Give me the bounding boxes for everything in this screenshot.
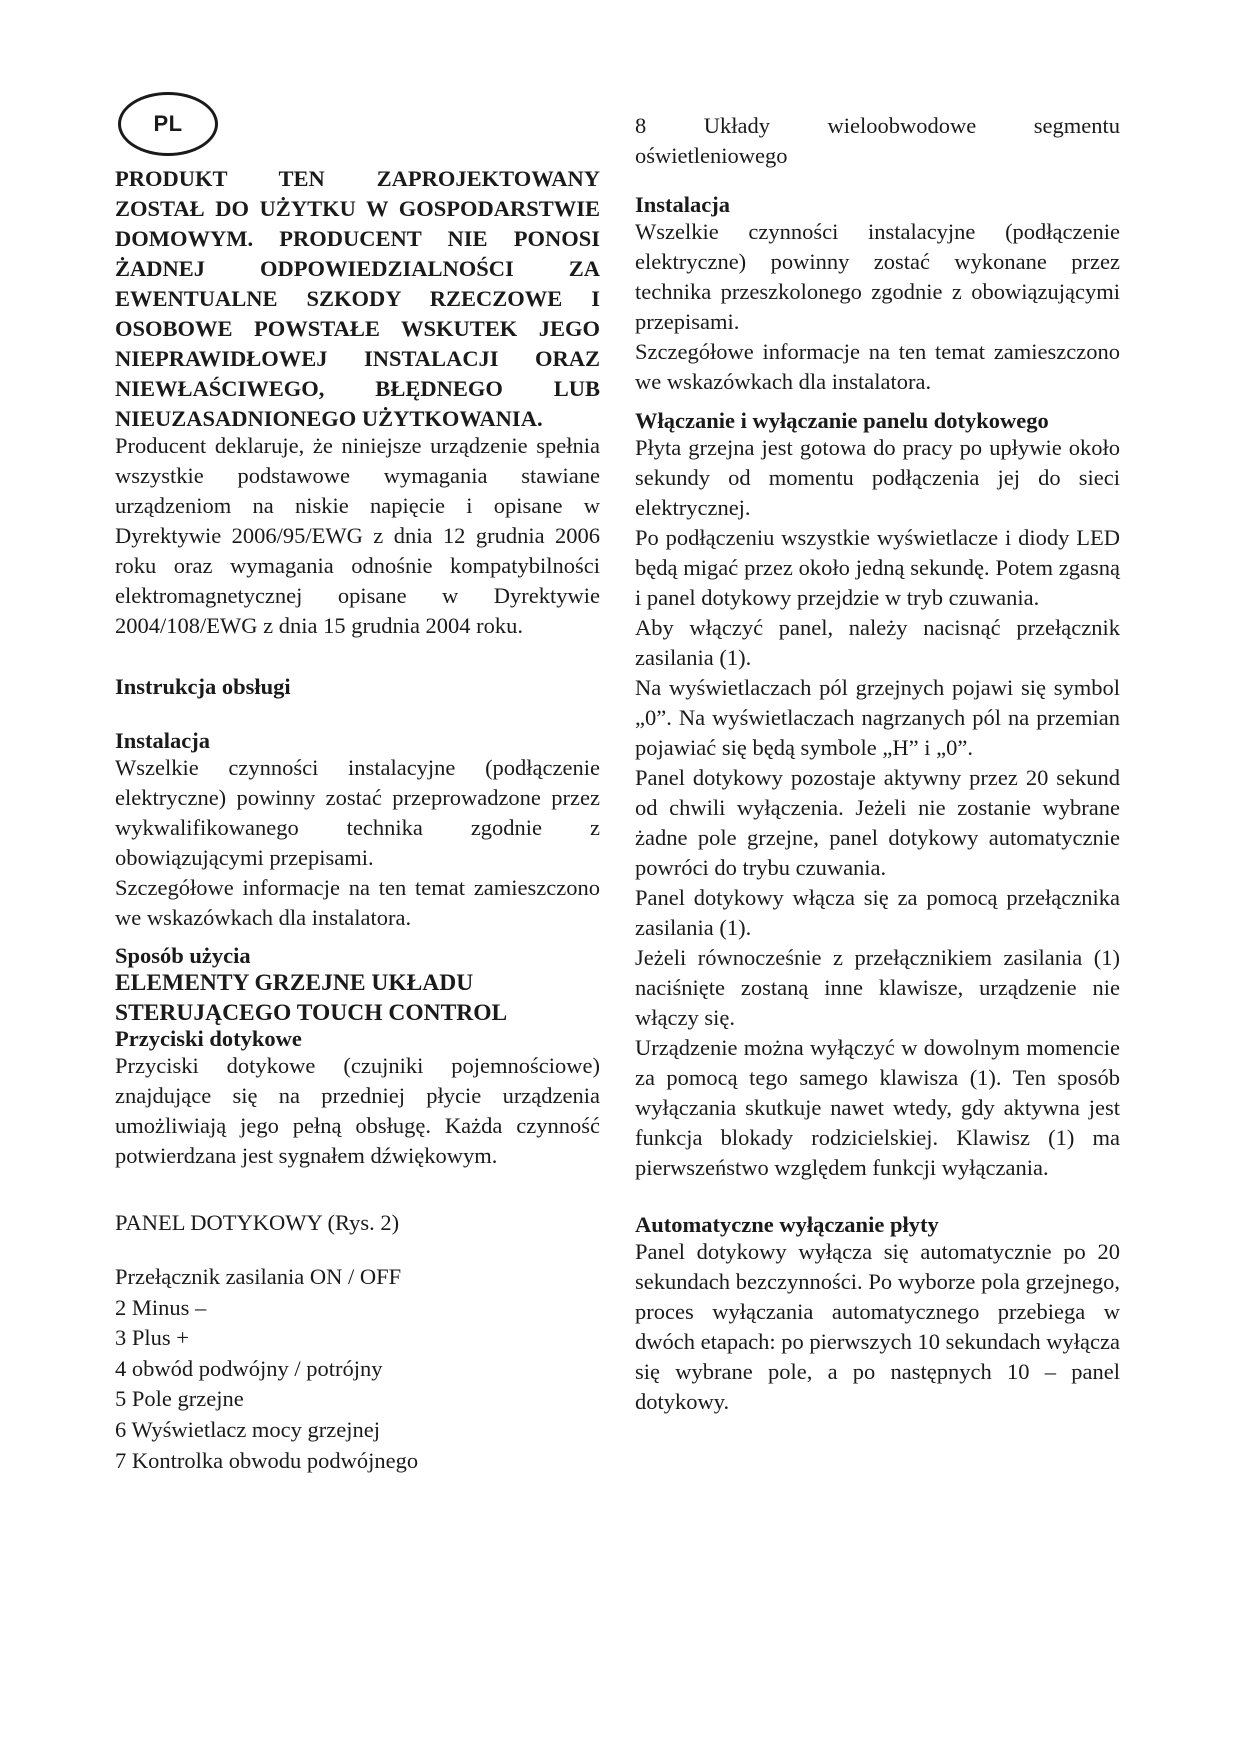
language-badge — [118, 92, 218, 156]
language-code: PL — [153, 111, 183, 136]
list-item: 6 Wyświetlacz mocy grzejnej — [115, 1416, 381, 1442]
onoff-section — [635, 433, 1120, 1183]
installation-text: Wszelkie czynności instalacyjne (podłączenie elektryczne) powinny zostać przeprowadzone przez wykwalifikowanego technika zgodnie z obowiązującymi przepisami. — [115, 755, 600, 870]
onoff-paragraph: Aby włączyć panel, należy nacisnąć przełącznik zasilania (1). — [635, 615, 1120, 670]
list-item: 2 Minus – — [115, 1294, 207, 1320]
installation-text: Wszelkie czynności instalacyjne (podłączenie elektryczne) powinny zostać wykonane przez technika przeszkolonego zgodnie z obowiązującymi przepisami. — [635, 219, 1120, 334]
onoff-paragraph: Na wyświetlaczach pól grzejnych pojawi się symbol „0”. Na wyświetlaczach nagrzanych pól na przemian pojawiać się będą symbole „H” i „0”. — [635, 675, 1120, 760]
list-item: 7 Kontrolka obwodu podwójnego — [115, 1447, 419, 1473]
list-item: 4 obwód podwójny / potrójny — [115, 1355, 383, 1381]
warning-text: PRODUKT TEN ZAPROJEKTOWANY ZOSTAŁ DO UŻYTKU W GOSPODARSTWIE DOMOWYM. PRODUCENT NIE PONOSI ŻADNEJ ODPOWIEDZIALNOŚCI ZA EWENTUALNE SZKODY RZECZOWE I OSOBOWE POWSTAŁE WSKUTEK JEGO NIEPRAWIDŁOWEJ INSTALACJI ORAZ NIEWŁAŚCIWEGO, BŁĘDNEGO LUB NIEUZASADNIONEGO UŻYTKOWANIA. — [115, 166, 600, 431]
list-item: 3 Plus + — [115, 1325, 189, 1351]
auto-off-text: Panel dotykowy wyłącza się automatycznie po 20 sekundach bezczynności. Po wyborze pola grzejnego, proces wyłączania automatycznego przebiega w dwóch etapach: po pierwszych 10 sekundach wyłącza się wybrane pole, a po następnych 10 – panel dotykowy. — [635, 1239, 1120, 1414]
installation-details: Szczegółowe informacje na ten temat zamieszczono we wskazówkach dla instalatora. — [635, 339, 1120, 394]
onoff-paragraph: Urządzenie można wyłączyć w dowolnym momencie za pomocą tego samego klawisza (1). Ten sposób wyłączania skutkuje nawet wtedy, gdy aktywna jest funkcja blokady rodzicielskiej. Klawisz (1) ma pierwszeństwo względem funkcji wyłączania. — [635, 1035, 1120, 1180]
declaration-text: Producent deklaruje, że niniejsze urządzenie spełnia wszystkie podstawowe wymagania stawiane urządzeniom na niskie napięcie i opisane w Dyrektywie 2006/95/EWG z dnia 12 grudnia 2006 roku oraz wymagania odnośnie kompatybilności elektromagnetycznej opisane w Dyrektywie 2004/108/EWG z dnia 15 grudnia 2004 roku. — [115, 433, 600, 638]
onoff-paragraph: Panel dotykowy włącza się za pomocą przełącznika zasilania (1). — [635, 885, 1120, 940]
buttons-text: Przyciski dotykowe (czujniki pojemnościowe) znajdujące się na przedniej płycie urządzenia umożliwiają jego pełną obsługę. Każda czynność potwierdzana jest sygnałem dźwiękowym. — [115, 1053, 600, 1168]
installation-heading: Instalacja — [635, 192, 730, 217]
auto-off-heading: Automatyczne wyłączanie płyty — [635, 1212, 939, 1237]
usage-heading: Sposób użycia — [115, 943, 251, 968]
buttons-heading: Przyciski dotykowe — [115, 1026, 302, 1051]
panel-heading: PANEL DOTYKOWY (Rys. 2) — [115, 1210, 400, 1235]
installation-details: Szczegółowe informacje na ten temat zamieszczono we wskazówkach dla instalatora. — [115, 875, 600, 930]
onoff-paragraph: Panel dotykowy pozostaje aktywny przez 20 sekund od chwili wyłączenia. Jeżeli nie zostanie wybrane żadne pole grzejne, panel dotykowy automatycznie powróci do trybu czuwania. — [635, 765, 1120, 880]
list-item: Przełącznik zasilania ON / OFF — [115, 1264, 402, 1289]
onoff-paragraph: Płyta grzejna jest gotowa do pracy po upływie około sekundy od momentu podłączenia jej do sieci elektrycznej. — [635, 435, 1120, 520]
onoff-heading: Włączanie i wyłączanie panelu dotykowego — [635, 408, 1049, 433]
onoff-paragraph: Po podłączeniu wszystkie wyświetlacze i diody LED będą migać przez około jedną sekundę. Potem zgasną i panel dotykowy przejdzie w tryb czuwania. — [635, 525, 1120, 610]
panel-items-list — [115, 1262, 418, 1476]
installation-heading: Instalacja — [115, 728, 210, 753]
instructions-heading: Instrukcja obsługi — [115, 674, 291, 699]
elements-heading: ELEMENTY GRZEJNE UKŁADU STERUJĄCEGO TOUCH CONTROL — [115, 970, 508, 1026]
list-item: 5 Pole grzejne — [115, 1386, 244, 1412]
list-item-8: 8 Układy wieloobwodowe segmentu oświetleniowego — [635, 113, 1120, 168]
onoff-paragraph: Jeżeli równocześnie z przełącznikiem zasilania (1) naciśnięte zostaną inne klawisze, urządzenie nie włączy się. — [635, 945, 1120, 1030]
